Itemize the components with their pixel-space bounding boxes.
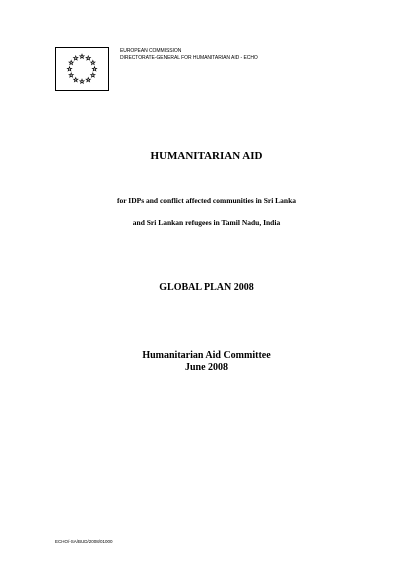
directorate-name: DIRECTORATE-GENERAL FOR HUMANITARIAN AID - ECHO [120, 55, 258, 61]
star-icon [92, 67, 96, 71]
star-icon [74, 78, 78, 82]
star-icon [69, 73, 73, 77]
star-icon [91, 61, 95, 65]
committee-block [0, 350, 413, 374]
organization-name: EUROPEAN COMMISSION [120, 48, 182, 54]
document-reference: ECHO/-SA/BUD/2008/01000 [55, 539, 113, 544]
star-icon [67, 67, 71, 71]
eu-flag-stars-icon [56, 48, 108, 90]
star-icon [80, 79, 84, 83]
star-icon [86, 78, 90, 82]
star-icon [86, 56, 90, 60]
eu-logo [55, 47, 109, 91]
star-icon [91, 73, 95, 77]
star-icon [74, 56, 78, 60]
document-subtitle-line1: for IDPs and conflict affected communities in Sri Lanka [116, 196, 297, 205]
star-icon [69, 61, 73, 65]
committee-name: Humanitarian Aid Committee [142, 350, 271, 361]
star-icon [80, 54, 84, 58]
plan-title: GLOBAL PLAN 2008 [159, 282, 254, 293]
document-date: June 2008 [184, 362, 229, 373]
document-title: HUMANITARIAN AID [150, 150, 263, 162]
organization-header [120, 48, 258, 62]
document-subtitle-line2: and Sri Lankan refugees in Tamil Nadu, India [132, 218, 281, 227]
